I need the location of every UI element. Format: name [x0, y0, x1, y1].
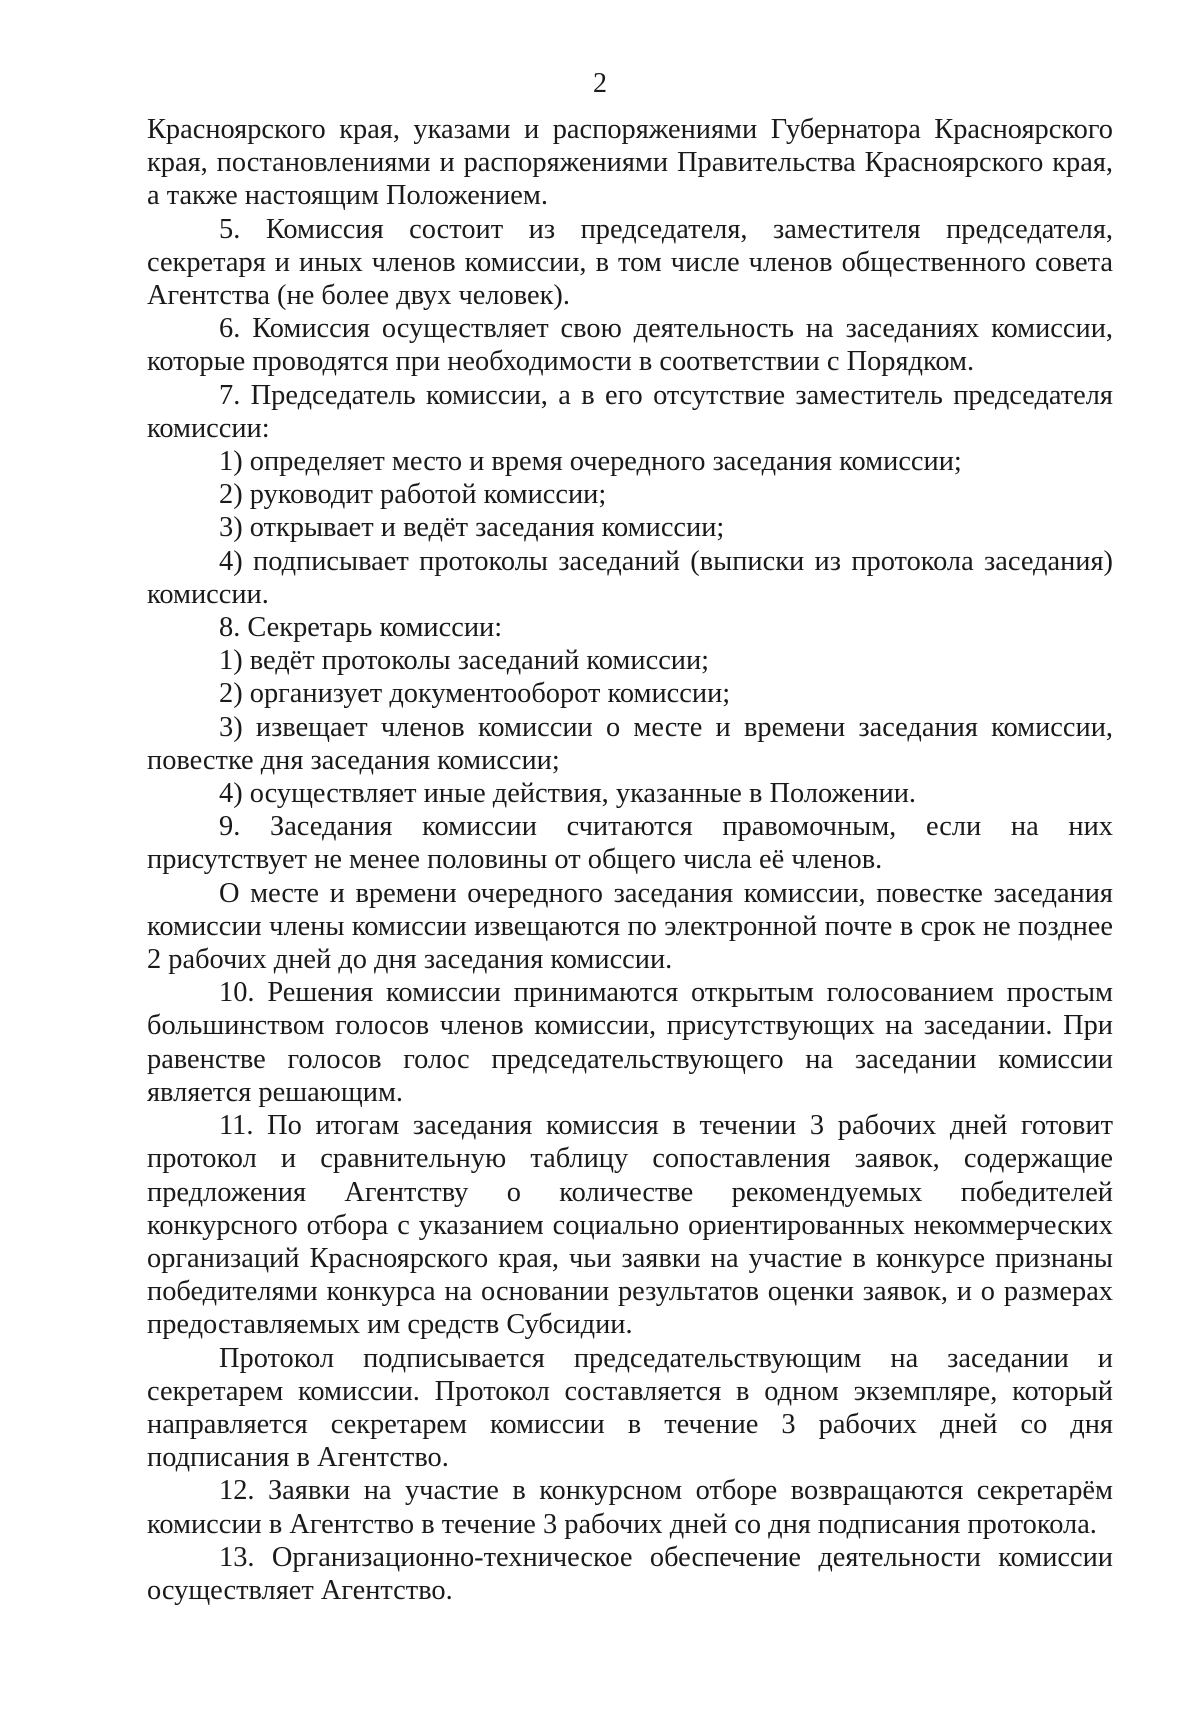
paragraph-item-9-notice: О месте и времени очередного заседания комиссии, повестке заседания комиссии члены комиссии извещаются по электронной почте в срок не позднее 2 рабочих дней до дня заседания комиссии. [147, 877, 1113, 976]
paragraph-item-13: 13. Организационно-техническое обеспечение деятельности комиссии осуществляет Агентство. [147, 1541, 1113, 1606]
subitem-7-4: 4) подписывает протоколы заседаний (выписки из протокола заседания) комиссии. [147, 545, 1113, 610]
paragraph-item-7: 7. Председатель комиссии, а в его отсутствие заместитель председателя комиссии: [147, 379, 1113, 444]
page-number: 2 [593, 68, 607, 99]
subitem-7-2: 2) руководит работой комиссии; [219, 479, 607, 511]
paragraph-continuation: Красноярского края, указами и распоряжениями Губернатора Красноярского края, постановлениями и распоряжениями Правительства Красноярского края, а также настоящим Положением. [147, 114, 1113, 212]
paragraph-item-9: 9. Заседания комиссии считаются правомочным, если на них присутствует не менее половины от общего числа её членов. [147, 811, 1113, 876]
paragraph-item-11: 11. По итогам заседания комиссия в течении 3 рабочих дней готовит протокол и сравнительную таблицу сопоставления заявок, содержащие предложения Агентству о количестве рекомендуемых победителей конкурсного отбора с указанием социально ориентированных некоммерческих организаций Красноярского края, чьи заявки на участие в конкурсе признаны победителями конкурса на основании результатов оценки заявок, и о размерах предоставляемых им средств Субсидии. [147, 1110, 1113, 1341]
subitem-8-2: 2) организует документооборот комиссии; [219, 678, 731, 710]
paragraph-item-5: 5. Комиссия состоит из председателя, заместителя председателя, секретаря и иных членов комиссии, в том числе членов общественного совета Агентства (не более двух человек). [147, 213, 1113, 312]
subitem-7-1: 1) определяет место и время очередного заседания комиссии; [219, 446, 962, 478]
subitem-7-3: 3) открывает и ведёт заседания комиссии; [219, 512, 725, 544]
subitem-8-3: 3) извещает членов комиссии о месте и времени заседания комиссии, повестке дня заседания комиссии; [147, 711, 1113, 776]
subitem-8-1: 1) ведёт протоколы заседаний комиссии; [219, 645, 710, 677]
paragraph-item-8: 8. Секретарь комиссии: [219, 612, 503, 644]
subitem-8-4: 4) осуществляет иные действия, указанные в Положении. [219, 778, 917, 810]
document-body [147, 113, 1113, 1607]
paragraph-item-10: 10. Решения комиссии принимаются открытым голосованием простым большинством голосов членов комиссии, присутствующих на заседании. При равенстве голосов голос председательствующего на заседании комиссии является решающим. [147, 977, 1113, 1108]
paragraph-item-12: 12. Заявки на участие в конкурсном отборе возвращаются секретарём комиссии в Агентство в течение 3 рабочих дней со дня подписания протокола. [147, 1475, 1113, 1540]
paragraph-item-6: 6. Комиссия осуществляет свою деятельность на заседаниях комиссии, которые проводятся при необходимости в соответствии с Порядком. [147, 313, 1113, 378]
paragraph-item-11-protocol: Протокол подписывается председательствующим на заседании и секретарем комиссии. Протокол составляется в одном экземпляре, который направляется секретарем комиссии в течение 3 рабочих дней со дня подписания в Агентство. [147, 1342, 1113, 1474]
